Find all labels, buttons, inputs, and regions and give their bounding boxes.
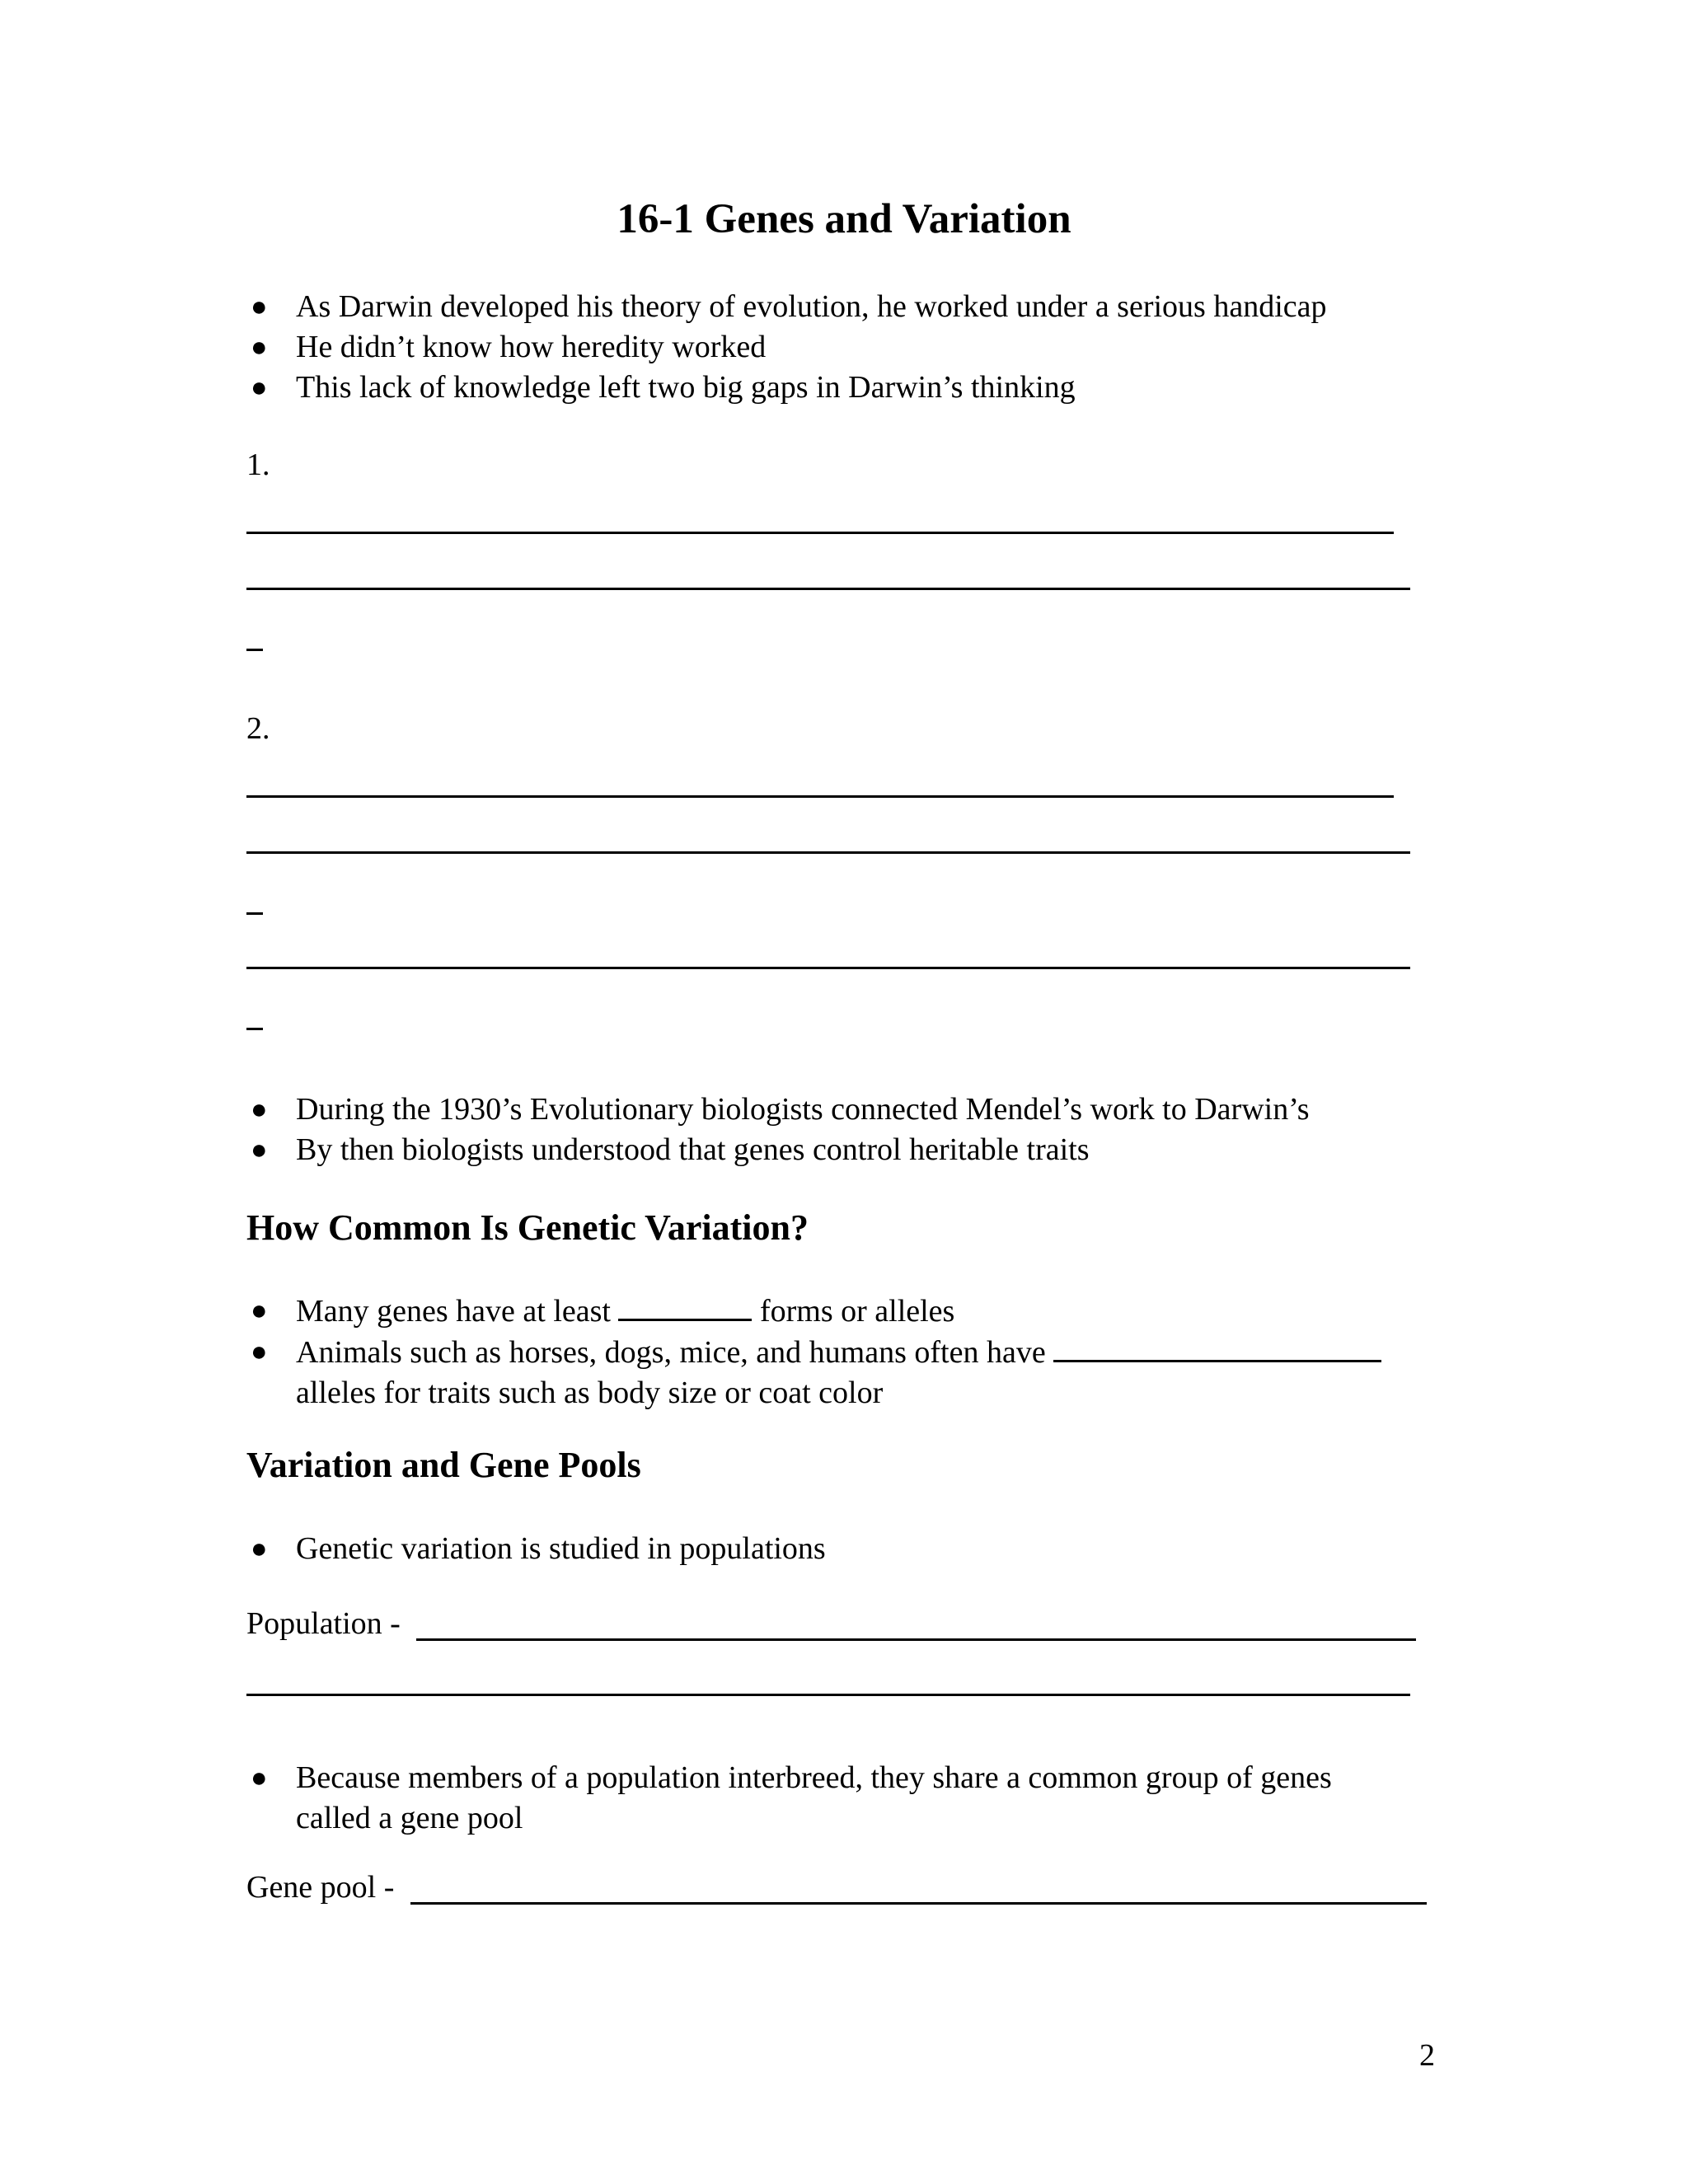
gap-number-2: 2.: [246, 711, 270, 746]
population-label: Population -: [246, 1606, 401, 1641]
list-item: ● Because members of a population interbreed, they share a common group of genes called a gene pool: [244, 1758, 1447, 1839]
answer-line[interactable]: [246, 1694, 1410, 1696]
page-number: 2: [1419, 2038, 1435, 2073]
intro-bullet-list: [244, 287, 1447, 408]
section-heading-variation: How Common Is Genetic Variation?: [246, 1207, 809, 1248]
variation-bullet-list: [244, 1291, 1447, 1413]
line-continuation-dash: [246, 912, 263, 915]
answer-line[interactable]: [246, 588, 1410, 590]
alleles-quantity-blank[interactable]: [1053, 1332, 1381, 1362]
list-item: ● Genetic variation is studied in populations: [244, 1529, 1447, 1569]
line-continuation-dash: [246, 1028, 263, 1030]
list-item: ● This lack of knowledge left two big gaps in Darwin’s thinking: [244, 368, 1447, 408]
gene-pool-answer-line[interactable]: [410, 1902, 1427, 1905]
bullet-icon: ●: [251, 1337, 268, 1367]
gap-number-1: 1.: [246, 448, 270, 482]
bullet-icon: ●: [251, 1135, 268, 1165]
connection-bullet-list: [244, 1090, 1447, 1170]
list-item: ● Animals such as horses, dogs, mice, and humans often have alleles for traits such as body size or coat color: [244, 1332, 1447, 1413]
answer-line[interactable]: [246, 532, 1394, 534]
population-answer-line[interactable]: [416, 1638, 1416, 1641]
bullet-icon: ●: [251, 1296, 268, 1326]
list-item: ● He didn’t know how heredity worked: [244, 327, 1447, 368]
bullet-icon: ●: [251, 373, 268, 403]
section-heading-gene-pools: Variation and Gene Pools: [246, 1445, 641, 1485]
answer-line[interactable]: [246, 795, 1394, 798]
bullet-icon: ●: [251, 1534, 268, 1564]
bullet-icon: ●: [251, 332, 268, 363]
page-title: 16-1 Genes and Variation: [617, 196, 1071, 242]
answer-line[interactable]: [246, 851, 1410, 854]
line-continuation-dash: [246, 649, 263, 651]
alleles-count-blank[interactable]: [618, 1291, 752, 1321]
bullet-icon: ●: [251, 292, 268, 322]
list-item: ● Many genes have at least forms or alleles: [244, 1291, 1447, 1332]
answer-line[interactable]: [246, 967, 1410, 969]
gene-pool-label: Gene pool -: [246, 1870, 395, 1905]
list-item: ● By then biologists understood that genes control heritable traits: [244, 1130, 1447, 1170]
list-item: ● During the 1930’s Evolutionary biologists connected Mendel’s work to Darwin’s: [244, 1090, 1447, 1130]
gene-pools-bullet-list-2: [244, 1758, 1447, 1839]
bullet-icon: ●: [251, 1763, 268, 1793]
bullet-icon: ●: [251, 1094, 268, 1125]
gene-pools-bullet-list-1: [244, 1529, 1447, 1569]
list-item: ● As Darwin developed his theory of evolution, he worked under a serious handicap: [244, 287, 1447, 327]
